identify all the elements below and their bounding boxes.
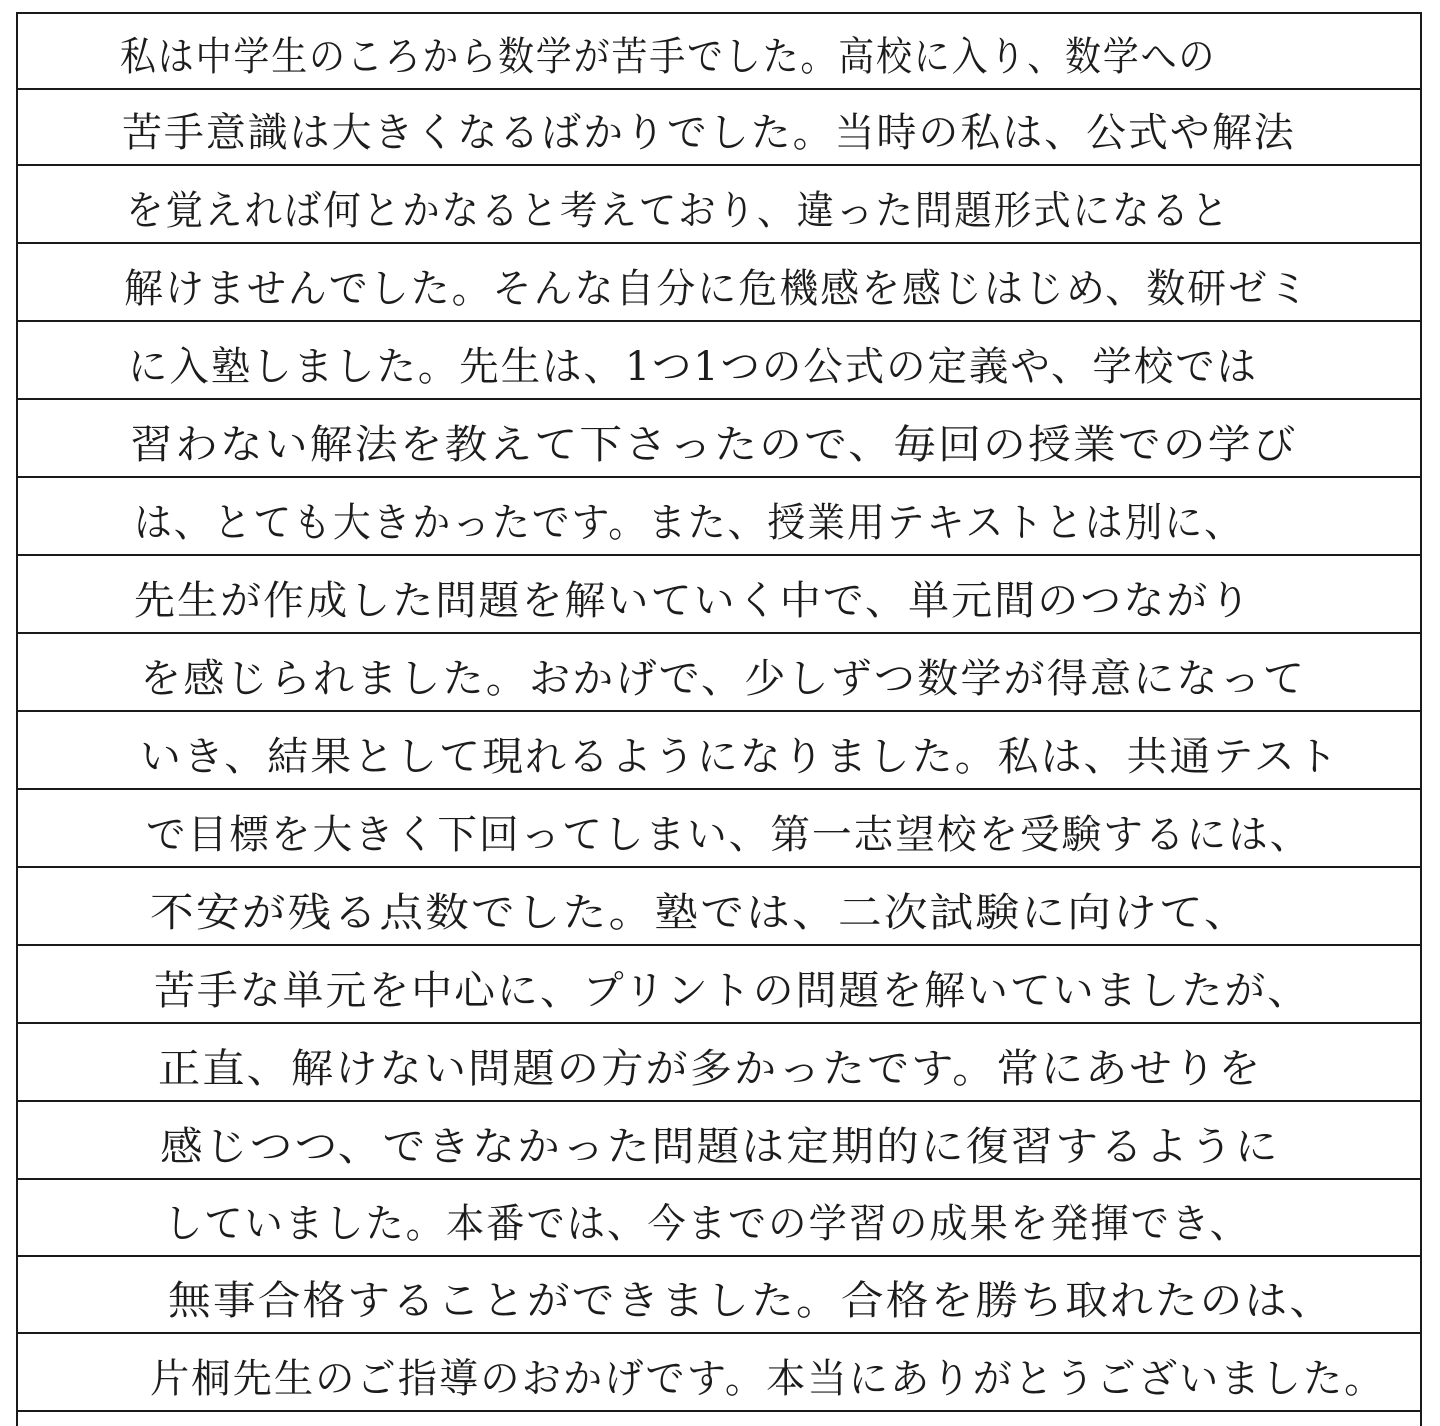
essay-line-18-text: 片桐先生のご指導のおかげです。本当にありがとうございました。 xyxy=(150,1356,1386,1402)
ruled-line xyxy=(16,1410,1422,1412)
essay-line-6 xyxy=(0,398,1406,476)
essay-line-14-text: 正直、解けない問題の方が多かったです。常にあせりを xyxy=(158,1046,1263,1092)
essay-line-3 xyxy=(0,164,1406,242)
essay-line-7 xyxy=(0,476,1406,554)
essay-line-9 xyxy=(0,632,1406,710)
essay-line-5-text: に入塾しました。先生は、1つ1つの公式の定義や、学校では xyxy=(128,344,1259,390)
essay-line-4 xyxy=(0,242,1406,320)
essay-line-15 xyxy=(0,1100,1406,1178)
essay-line-17-text: 無事合格することができました。合格を勝ち取れたのは、 xyxy=(168,1278,1335,1324)
essay-line-15-text: 感じつつ、できなかった問題は定期的に復習するように xyxy=(160,1124,1280,1170)
essay-line-8-text: 先生が作成した問題を解いていく中で、単元間のつながり xyxy=(134,578,1253,624)
essay-line-8 xyxy=(0,554,1406,632)
essay-line-7-text: は、とても大きかったです。また、授業用テキストとは別に、 xyxy=(134,500,1244,546)
essay-line-6-text: 習わない解法を教えて下さったので、毎回の授業での学び xyxy=(130,422,1298,468)
essay-line-2-text: 苦手意識は大きくなるばかりでした。当時の私は、公式や解法 xyxy=(122,110,1296,156)
essay-line-16-text: していました。本番では、今までの学習の成果を発揮でき、 xyxy=(164,1201,1250,1247)
essay-line-12-text: 不安が残る点数でした。塾では、二次試験に向けて、 xyxy=(150,890,1250,936)
essay-line-9-text: を感じられました。おかげで、少しずつ数学が得意になって xyxy=(140,656,1307,702)
essay-line-11 xyxy=(0,788,1406,866)
essay-line-10 xyxy=(0,710,1406,788)
essay-line-16 xyxy=(0,1178,1406,1255)
essay-line-3-text: を覚えれば何とかなると考えており、違った問題形式になると xyxy=(126,188,1231,234)
essay-line-13-text: 苦手な単元を中心に、プリントの問題を解いていましたが、 xyxy=(154,968,1311,1014)
essay-line-11-text: で目標を大きく下回ってしまい、第一志望校を受験するには、 xyxy=(146,812,1312,858)
essay-line-18 xyxy=(0,1332,1406,1410)
essay-line-1-text: 私は中学生のころから数学が苦手でした。高校に入り、数学への xyxy=(120,34,1217,80)
essay-line-2 xyxy=(0,88,1406,164)
essay-line-13 xyxy=(0,944,1406,1022)
essay-line-4-text: 解けませんでした。そんな自分に危機感を感じはじめ、数研ゼミ xyxy=(124,266,1310,312)
essay-line-10-text: いき、結果として現れるようになりました。私は、共通テスト xyxy=(140,734,1340,780)
essay-line-12 xyxy=(0,866,1406,944)
essay-line-5 xyxy=(0,320,1406,398)
essay-line-17 xyxy=(0,1255,1406,1332)
essay-line-1 xyxy=(0,12,1406,88)
essay-line-14 xyxy=(0,1022,1406,1100)
